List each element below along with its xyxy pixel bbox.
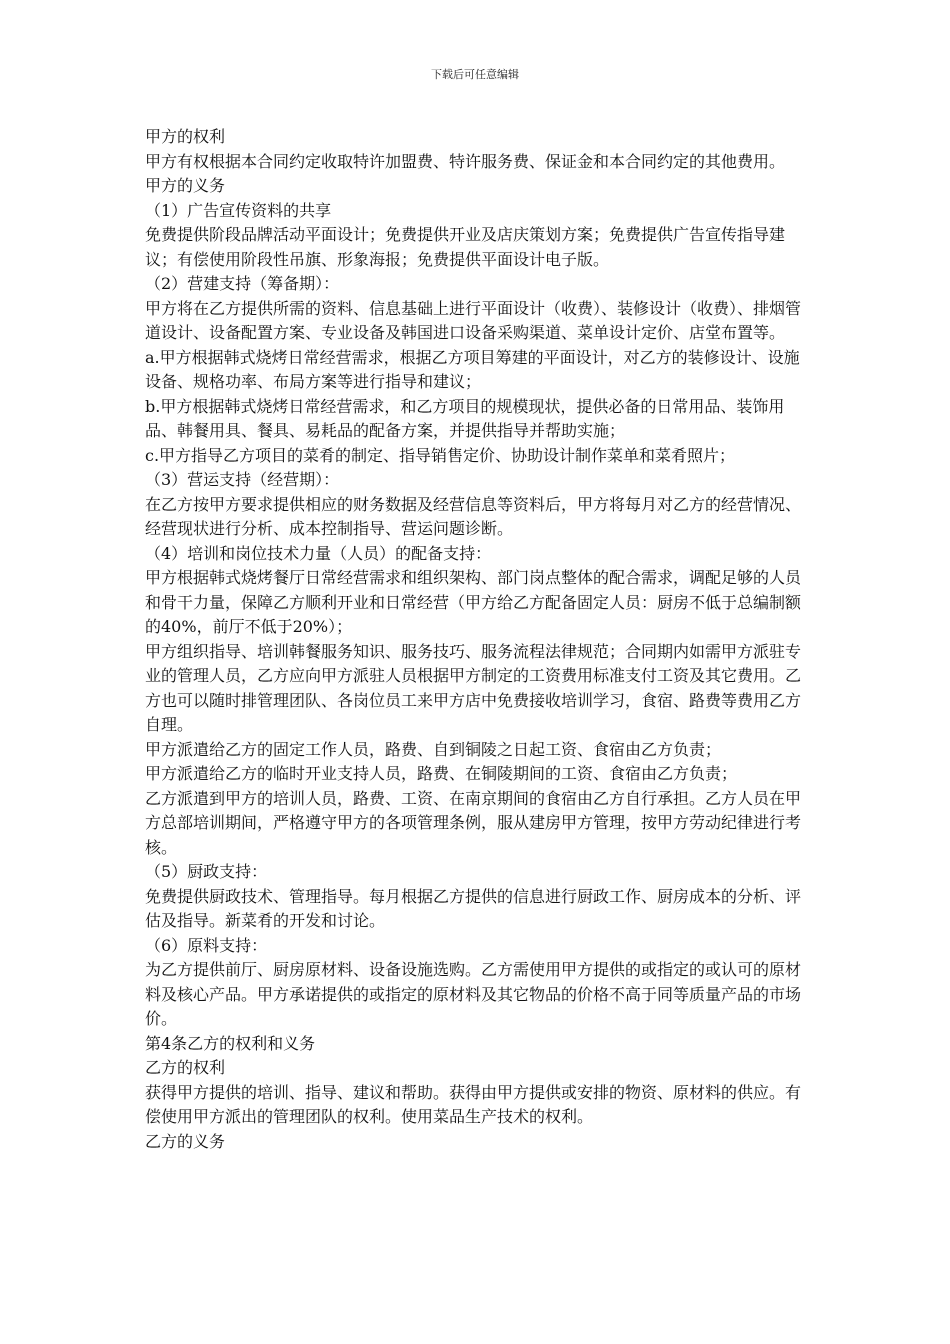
subsection-heading: （2）营建支持（筹备期）： (145, 274, 340, 293)
paragraph: 甲方有权根据本合同约定收取特许加盟费、特许服务费、保证金和本合同约定的其他费用。 (145, 151, 786, 171)
subsection-heading: （5）厨政支持： (145, 862, 268, 881)
article-heading: 第4条乙方的权利和义务 (145, 1033, 316, 1053)
paragraph: 甲方将在乙方提供所需的资料、信息基础上进行平面设计（收费）、装修设计（收费）、排烟管道设计、设备配置方案、专业设备及韩国进口设备采购渠道、菜单设计定价、店堂布置等。 (145, 298, 802, 342)
paragraph: 获得甲方提供的培训、指导、建议和帮助。获得由甲方提供或安排的物资、原材料的供应。有偿使用甲方派出的管理团队的权利。使用菜品生产技术的权利。 (145, 1082, 802, 1126)
section-heading: 甲方的权利 (145, 127, 226, 146)
list-item: b.甲方根据韩式烧烤日常经营需求，和乙方项目的规模现状，提供必备的日常用品、装饰用品、韩餐用具、餐具、易耗品的配备方案，并提供指导并帮助实施； (145, 396, 785, 440)
list-item: a.甲方根据韩式烧烤日常经营需求，根据乙方项目筹建的平面设计，对乙方的装修设计、设施设备、规格功率、布局方案等进行指导和建议； (145, 347, 800, 391)
paragraph: 在乙方按甲方要求提供相应的财务数据及经营信息等资料后，甲方将每月对乙方的经营情况、经营现状进行分析、成本控制指导、营运问题诊断。 (145, 494, 802, 538)
paragraph: 甲方根据韩式烧烤餐厅日常经营需求和组织架构、部门岗点整体的配合需求，调配足够的人员和骨干力量，保障乙方顺利开业和日常经营（甲方给乙方配备固定人员：厨房不低于总编制额的40%，前厅不低于20%）； (145, 568, 802, 636)
section-heading: 乙方的义务 (145, 1131, 226, 1151)
section-heading: 甲方的义务 (145, 176, 226, 195)
document-body (145, 125, 805, 1154)
subsection-heading: （1）广告宣传资料的共享 (145, 200, 332, 220)
paragraph: 乙方派遣到甲方的培训人员，路费、工资、在南京期间的食宿由乙方自行承担。乙方人员在甲方总部培训期间，严格遵守甲方的各项管理条例，服从建房甲方管理，按甲方劳动纪律进行考核。 (145, 788, 802, 857)
paragraph: 免费提供厨政技术、管理指导。每月根据乙方提供的信息进行厨政工作、厨房成本的分析、评估及指导。新菜肴的开发和讨论。 (145, 886, 802, 930)
subsection-heading: （4）培训和岗位技术力量（人员）的配备支持： (145, 543, 492, 563)
subsection-heading: （6）原料支持： (145, 935, 268, 955)
paragraph: 甲方派遣给乙方的固定工作人员，路费、自到铜陵之日起工资、食宿由乙方负责； (145, 739, 722, 759)
subsection-heading: （3）营运支持（经营期）： (145, 470, 340, 489)
paragraph: 为乙方提供前厅、厨房原材料、设备设施选购。乙方需使用甲方提供的或指定的或认可的原材料及核心产品。甲方承诺提供的或指定的原材料及其它物品的价格不高于同等质量产品的市场价。 (145, 960, 802, 1028)
paragraph: 甲方组织指导、培训韩餐服务知识、服务技巧、服务流程法律规范；合同期内如需甲方派驻专业的管理人员，乙方应向甲方派驻人员根据甲方制定的工资费用标准支付工资及其它费用。乙方也可以随时排管理团队、各岗位员工来甲方店中免费接收培训学习，食宿、路费等费用乙方自理。 (145, 641, 802, 734)
paragraph: 甲方派遣给乙方的临时开业支持人员，路费、在铜陵期间的工资、食宿由乙方负责； (145, 764, 738, 783)
list-item: c.甲方指导乙方项目的菜肴的制定、指导销售定价、协助设计制作菜单和菜肴照片； (145, 445, 736, 465)
section-heading: 乙方的权利 (145, 1058, 226, 1077)
paragraph: 免费提供阶段品牌活动平面设计；免费提供开业及店庆策划方案；免费提供广告宣传指导建议；有偿使用阶段性吊旗、形象海报；免费提供平面设计电子版。 (145, 225, 786, 269)
page-header: 下载后可任意编辑 (431, 68, 519, 81)
